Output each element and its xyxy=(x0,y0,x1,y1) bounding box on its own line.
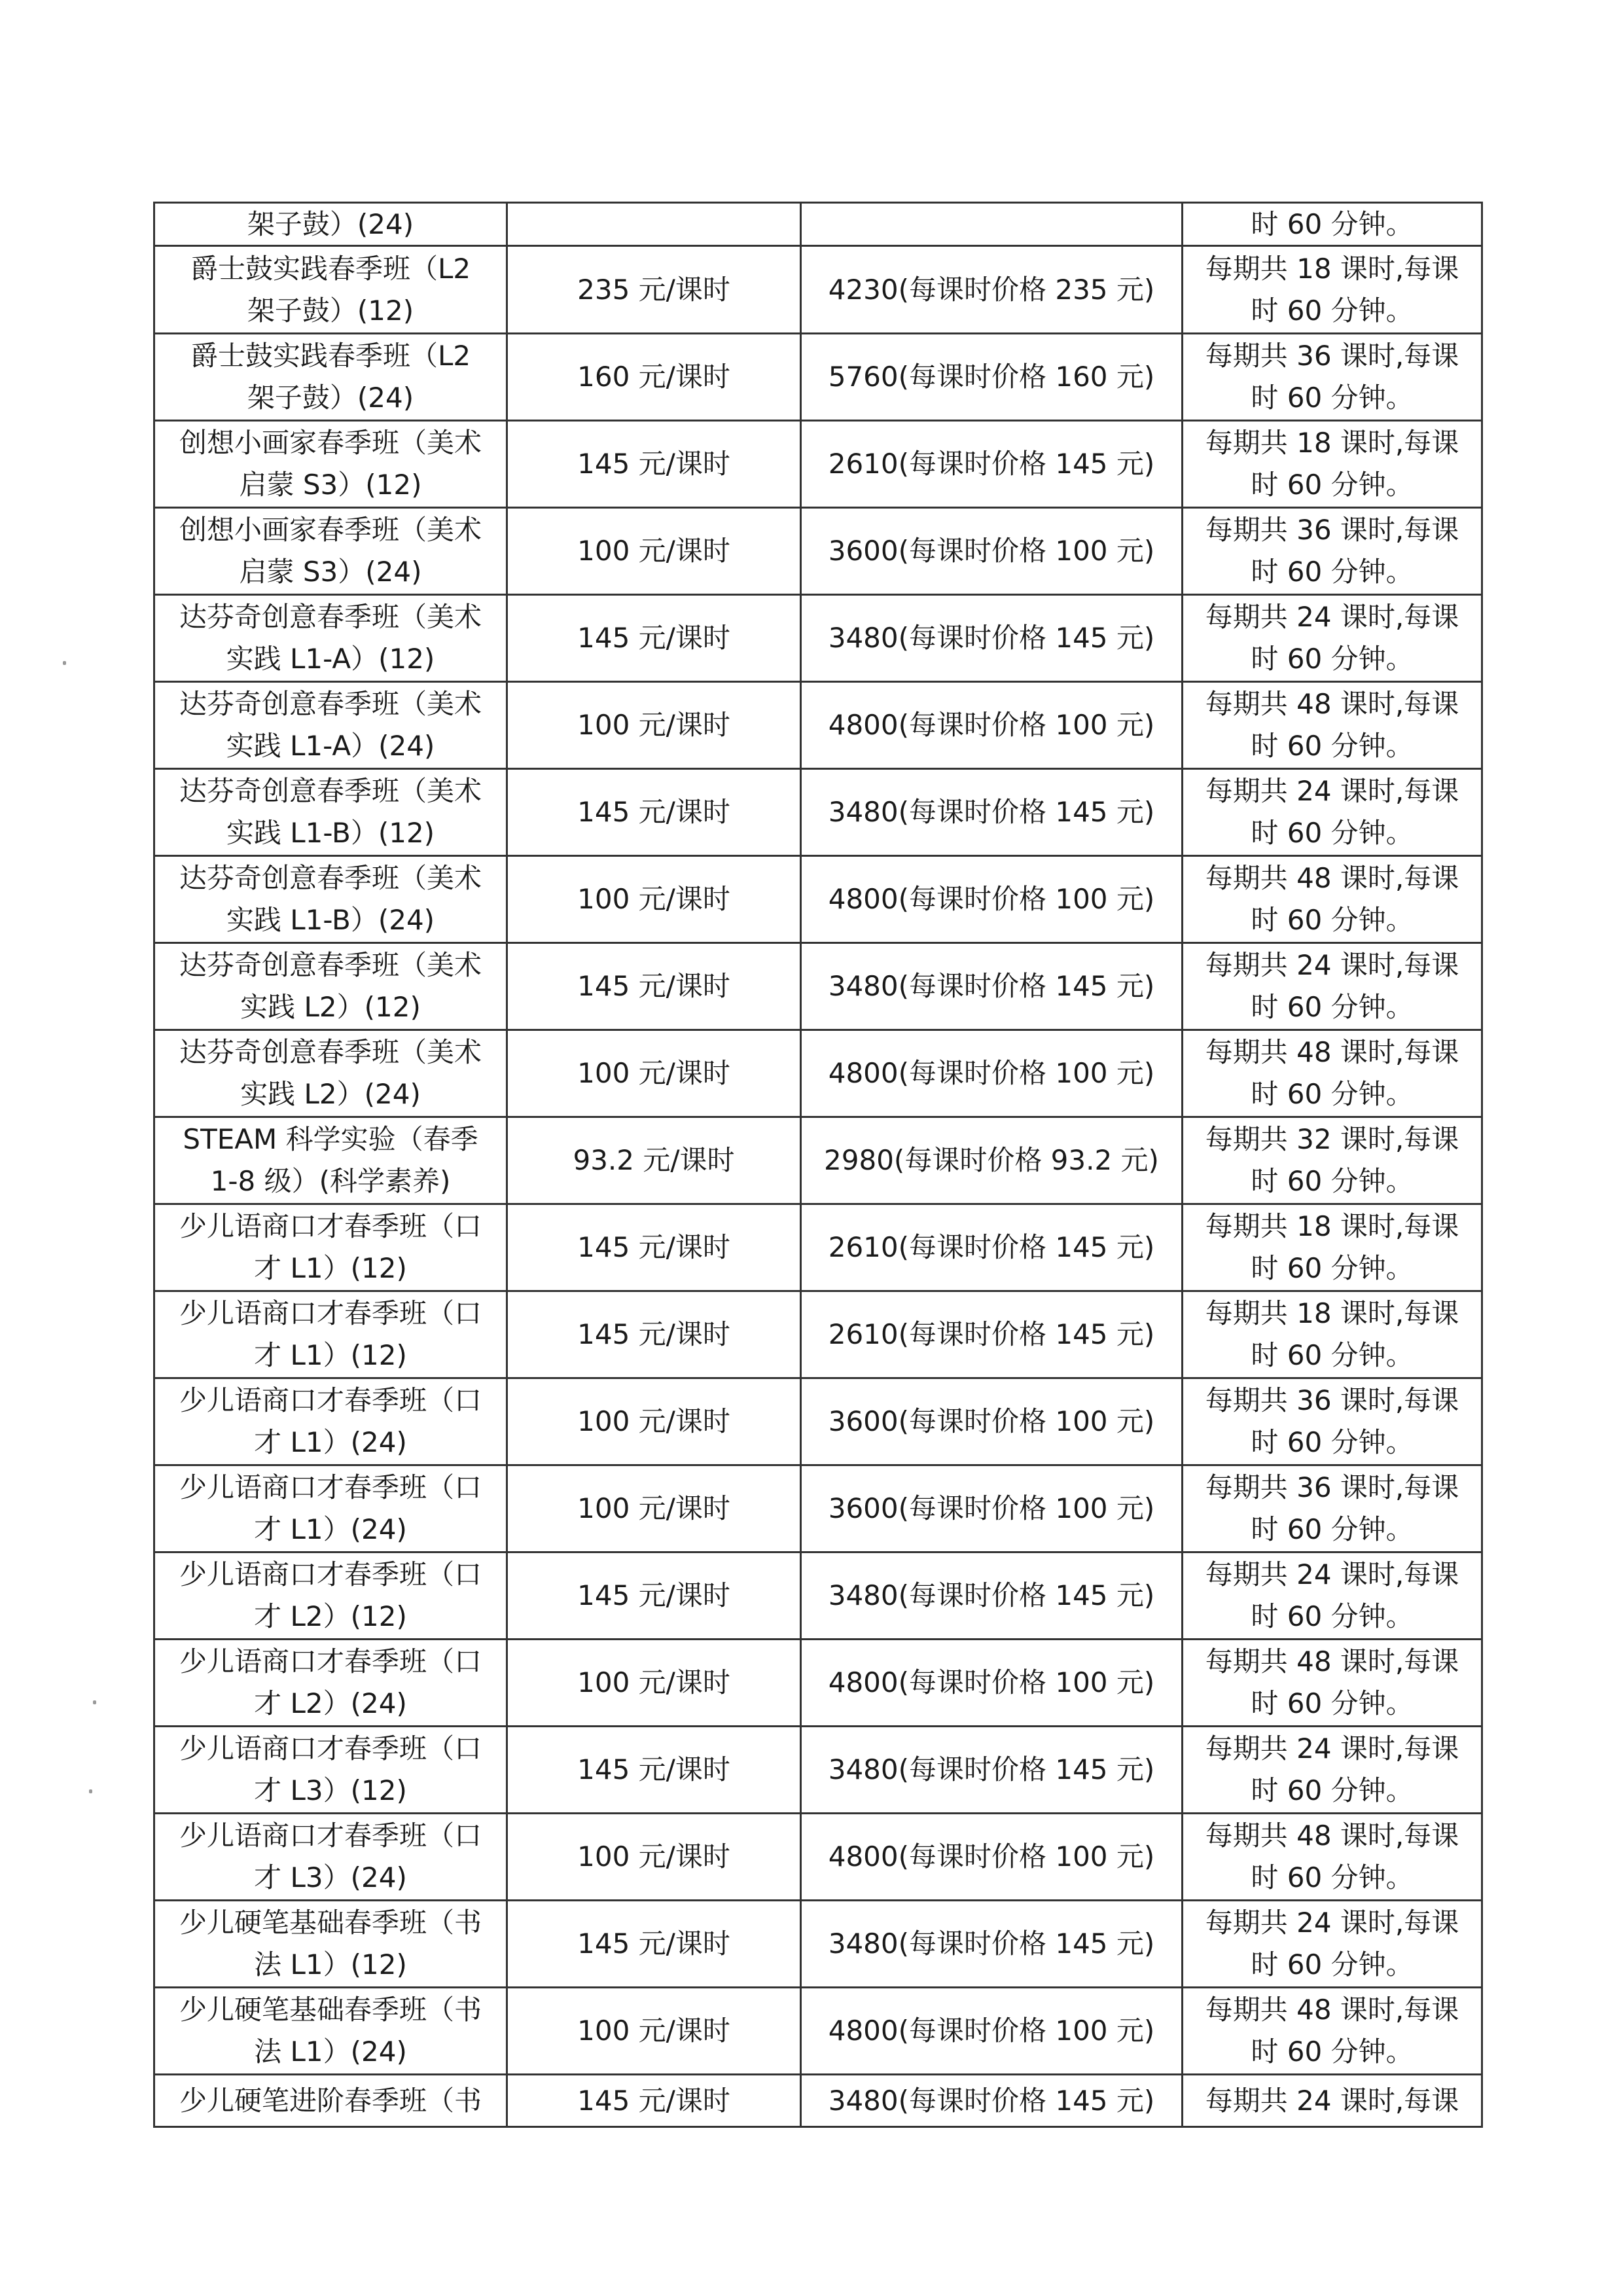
course-name-cell: 达芬奇创意春季班（美术 实践 L1-A）(12) xyxy=(153,594,506,681)
course-name-cell: 架子鼓）(24) xyxy=(153,202,506,245)
course-name-cell: 少儿硬笔基础春季班（书 法 L1）(12) xyxy=(153,1899,506,1986)
unit-price-cell: 145 元/课时 xyxy=(506,942,800,1029)
note-cell: 每期共 36 课时,每课 时 60 分钟。 xyxy=(1181,507,1483,594)
total-price-cell: 3480(每课时价格 145 元) xyxy=(800,768,1181,855)
course-name-cell: STEAM 科学实验（春季 1-8 级）(科学素养) xyxy=(153,1116,506,1203)
total-price-cell: 3480(每课时价格 145 元) xyxy=(800,2073,1181,2126)
unit-price-cell: 145 元/课时 xyxy=(506,1899,800,1986)
course-name-cell: 达芬奇创意春季班（美术 实践 L1-B）(12) xyxy=(153,768,506,855)
table-row xyxy=(153,420,1483,507)
note-cell: 每期共 24 课时,每课 时 60 分钟。 xyxy=(1181,1551,1483,1638)
note-cell: 每期共 48 课时,每课 时 60 分钟。 xyxy=(1181,1638,1483,1725)
course-name-cell: 达芬奇创意春季班（美术 实践 L2）(12) xyxy=(153,942,506,1029)
unit-price-cell: 100 元/课时 xyxy=(506,1377,800,1464)
table-row xyxy=(153,1029,1483,1116)
note-cell: 每期共 24 课时,每课 时 60 分钟。 xyxy=(1181,1725,1483,1812)
unit-price-cell: 100 元/课时 xyxy=(506,1638,800,1725)
total-price-cell xyxy=(800,202,1181,245)
course-name-cell: 爵士鼓实践春季班（L2 架子鼓）(24) xyxy=(153,332,506,420)
total-price-cell: 2980(每课时价格 93.2 元) xyxy=(800,1116,1181,1203)
unit-price-cell: 145 元/课时 xyxy=(506,2073,800,2126)
table-row xyxy=(153,942,1483,1029)
unit-price-cell: 145 元/课时 xyxy=(506,1290,800,1377)
table-row xyxy=(153,1464,1483,1551)
note-cell: 每期共 18 课时,每课 时 60 分钟。 xyxy=(1181,1203,1483,1290)
total-price-cell: 3480(每课时价格 145 元) xyxy=(800,1551,1181,1638)
note-cell: 每期共 48 课时,每课 时 60 分钟。 xyxy=(1181,1812,1483,1899)
unit-price-cell: 145 元/课时 xyxy=(506,1203,800,1290)
unit-price-cell: 100 元/课时 xyxy=(506,1464,800,1551)
course-name-cell: 达芬奇创意春季班（美术 实践 L1-A）(24) xyxy=(153,681,506,768)
unit-price-cell: 100 元/课时 xyxy=(506,855,800,942)
note-cell: 每期共 48 课时,每课 时 60 分钟。 xyxy=(1181,681,1483,768)
unit-price-cell: 145 元/课时 xyxy=(506,594,800,681)
unit-price-cell: 145 元/课时 xyxy=(506,420,800,507)
unit-price-cell: 100 元/课时 xyxy=(506,1812,800,1899)
unit-price-cell: 100 元/课时 xyxy=(506,1986,800,2073)
unit-price-cell: 100 元/课时 xyxy=(506,507,800,594)
table-row xyxy=(153,1290,1483,1377)
course-name-cell: 少儿硬笔基础春季班（书 法 L1）(24) xyxy=(153,1986,506,2073)
unit-price-cell xyxy=(506,202,800,245)
total-price-cell: 3600(每课时价格 100 元) xyxy=(800,1377,1181,1464)
table-row xyxy=(153,1116,1483,1203)
total-price-cell: 3480(每课时价格 145 元) xyxy=(800,1899,1181,1986)
total-price-cell: 2610(每课时价格 145 元) xyxy=(800,1290,1181,1377)
note-cell: 每期共 36 课时,每课 时 60 分钟。 xyxy=(1181,1377,1483,1464)
scan-speck xyxy=(63,661,66,665)
total-price-cell: 4800(每课时价格 100 元) xyxy=(800,1029,1181,1116)
table-row xyxy=(153,507,1483,594)
table-row xyxy=(153,1638,1483,1725)
table-row xyxy=(153,2073,1483,2126)
total-price-cell: 2610(每课时价格 145 元) xyxy=(800,1203,1181,1290)
note-cell: 每期共 24 课时,每课 xyxy=(1181,2073,1483,2126)
course-name-cell: 达芬奇创意春季班（美术 实践 L2）(24) xyxy=(153,1029,506,1116)
total-price-cell: 3480(每课时价格 145 元) xyxy=(800,1725,1181,1812)
course-name-cell: 少儿语商口才春季班（口 才 L2）(24) xyxy=(153,1638,506,1725)
note-cell: 每期共 48 课时,每课 时 60 分钟。 xyxy=(1181,1029,1483,1116)
scan-speck xyxy=(89,1789,92,1793)
table-row xyxy=(153,1377,1483,1464)
table-row xyxy=(153,1551,1483,1638)
course-name-cell: 创想小画家春季班（美术 启蒙 S3）(24) xyxy=(153,507,506,594)
course-name-cell: 少儿语商口才春季班（口 才 L2）(12) xyxy=(153,1551,506,1638)
note-cell: 每期共 18 课时,每课 时 60 分钟。 xyxy=(1181,1290,1483,1377)
note-cell: 每期共 48 课时,每课 时 60 分钟。 xyxy=(1181,855,1483,942)
course-name-cell: 少儿语商口才春季班（口 才 L1）(24) xyxy=(153,1464,506,1551)
table-row xyxy=(153,594,1483,681)
course-name-cell: 少儿语商口才春季班（口 才 L1）(12) xyxy=(153,1290,506,1377)
note-cell: 每期共 36 课时,每课 时 60 分钟。 xyxy=(1181,332,1483,420)
table-row xyxy=(153,768,1483,855)
total-price-cell: 4230(每课时价格 235 元) xyxy=(800,245,1181,332)
total-price-cell: 3600(每课时价格 100 元) xyxy=(800,1464,1181,1551)
total-price-cell: 4800(每课时价格 100 元) xyxy=(800,681,1181,768)
total-price-cell: 3480(每课时价格 145 元) xyxy=(800,594,1181,681)
note-cell: 每期共 24 课时,每课 时 60 分钟。 xyxy=(1181,942,1483,1029)
course-name-cell: 少儿语商口才春季班（口 才 L3）(12) xyxy=(153,1725,506,1812)
unit-price-cell: 160 元/课时 xyxy=(506,332,800,420)
note-cell: 每期共 18 课时,每课 时 60 分钟。 xyxy=(1181,420,1483,507)
unit-price-cell: 145 元/课时 xyxy=(506,768,800,855)
total-price-cell: 3480(每课时价格 145 元) xyxy=(800,942,1181,1029)
total-price-cell: 2610(每课时价格 145 元) xyxy=(800,420,1181,507)
note-cell: 每期共 24 课时,每课 时 60 分钟。 xyxy=(1181,594,1483,681)
course-name-cell: 创想小画家春季班（美术 启蒙 S3）(12) xyxy=(153,420,506,507)
note-cell: 时 60 分钟。 xyxy=(1181,202,1483,245)
total-price-cell: 5760(每课时价格 160 元) xyxy=(800,332,1181,420)
note-cell: 每期共 24 课时,每课 时 60 分钟。 xyxy=(1181,1899,1483,1986)
unit-price-cell: 145 元/课时 xyxy=(506,1551,800,1638)
table-row xyxy=(153,1899,1483,1986)
total-price-cell: 4800(每课时价格 100 元) xyxy=(800,1812,1181,1899)
course-name-cell: 少儿硬笔进阶春季班（书 xyxy=(153,2073,506,2126)
unit-price-cell: 145 元/课时 xyxy=(506,1725,800,1812)
course-name-cell: 达芬奇创意春季班（美术 实践 L1-B）(24) xyxy=(153,855,506,942)
table-row xyxy=(153,1812,1483,1899)
table-row xyxy=(153,245,1483,332)
table-row xyxy=(153,855,1483,942)
course-name-cell: 少儿语商口才春季班（口 才 L1）(12) xyxy=(153,1203,506,1290)
table-row xyxy=(153,332,1483,420)
note-cell: 每期共 18 课时,每课 时 60 分钟。 xyxy=(1181,245,1483,332)
course-name-cell: 少儿语商口才春季班（口 才 L3）(24) xyxy=(153,1812,506,1899)
table-row xyxy=(153,681,1483,768)
total-price-cell: 4800(每课时价格 100 元) xyxy=(800,1986,1181,2073)
unit-price-cell: 93.2 元/课时 xyxy=(506,1116,800,1203)
note-cell: 每期共 36 课时,每课 时 60 分钟。 xyxy=(1181,1464,1483,1551)
table-row xyxy=(153,1725,1483,1812)
total-price-cell: 4800(每课时价格 100 元) xyxy=(800,855,1181,942)
note-cell: 每期共 48 课时,每课 时 60 分钟。 xyxy=(1181,1986,1483,2073)
unit-price-cell: 235 元/课时 xyxy=(506,245,800,332)
course-name-cell: 少儿语商口才春季班（口 才 L1）(24) xyxy=(153,1377,506,1464)
note-cell: 每期共 24 课时,每课 时 60 分钟。 xyxy=(1181,768,1483,855)
table-row xyxy=(153,202,1483,245)
note-cell: 每期共 32 课时,每课 时 60 分钟。 xyxy=(1181,1116,1483,1203)
total-price-cell: 3600(每课时价格 100 元) xyxy=(800,507,1181,594)
total-price-cell: 4800(每课时价格 100 元) xyxy=(800,1638,1181,1725)
unit-price-cell: 100 元/课时 xyxy=(506,681,800,768)
table-row xyxy=(153,1203,1483,1290)
course-name-cell: 爵士鼓实践春季班（L2 架子鼓）(12) xyxy=(153,245,506,332)
unit-price-cell: 100 元/课时 xyxy=(506,1029,800,1116)
table-bottom-border xyxy=(153,2126,1483,2128)
scan-speck xyxy=(93,1700,96,1704)
table-row xyxy=(153,1986,1483,2073)
